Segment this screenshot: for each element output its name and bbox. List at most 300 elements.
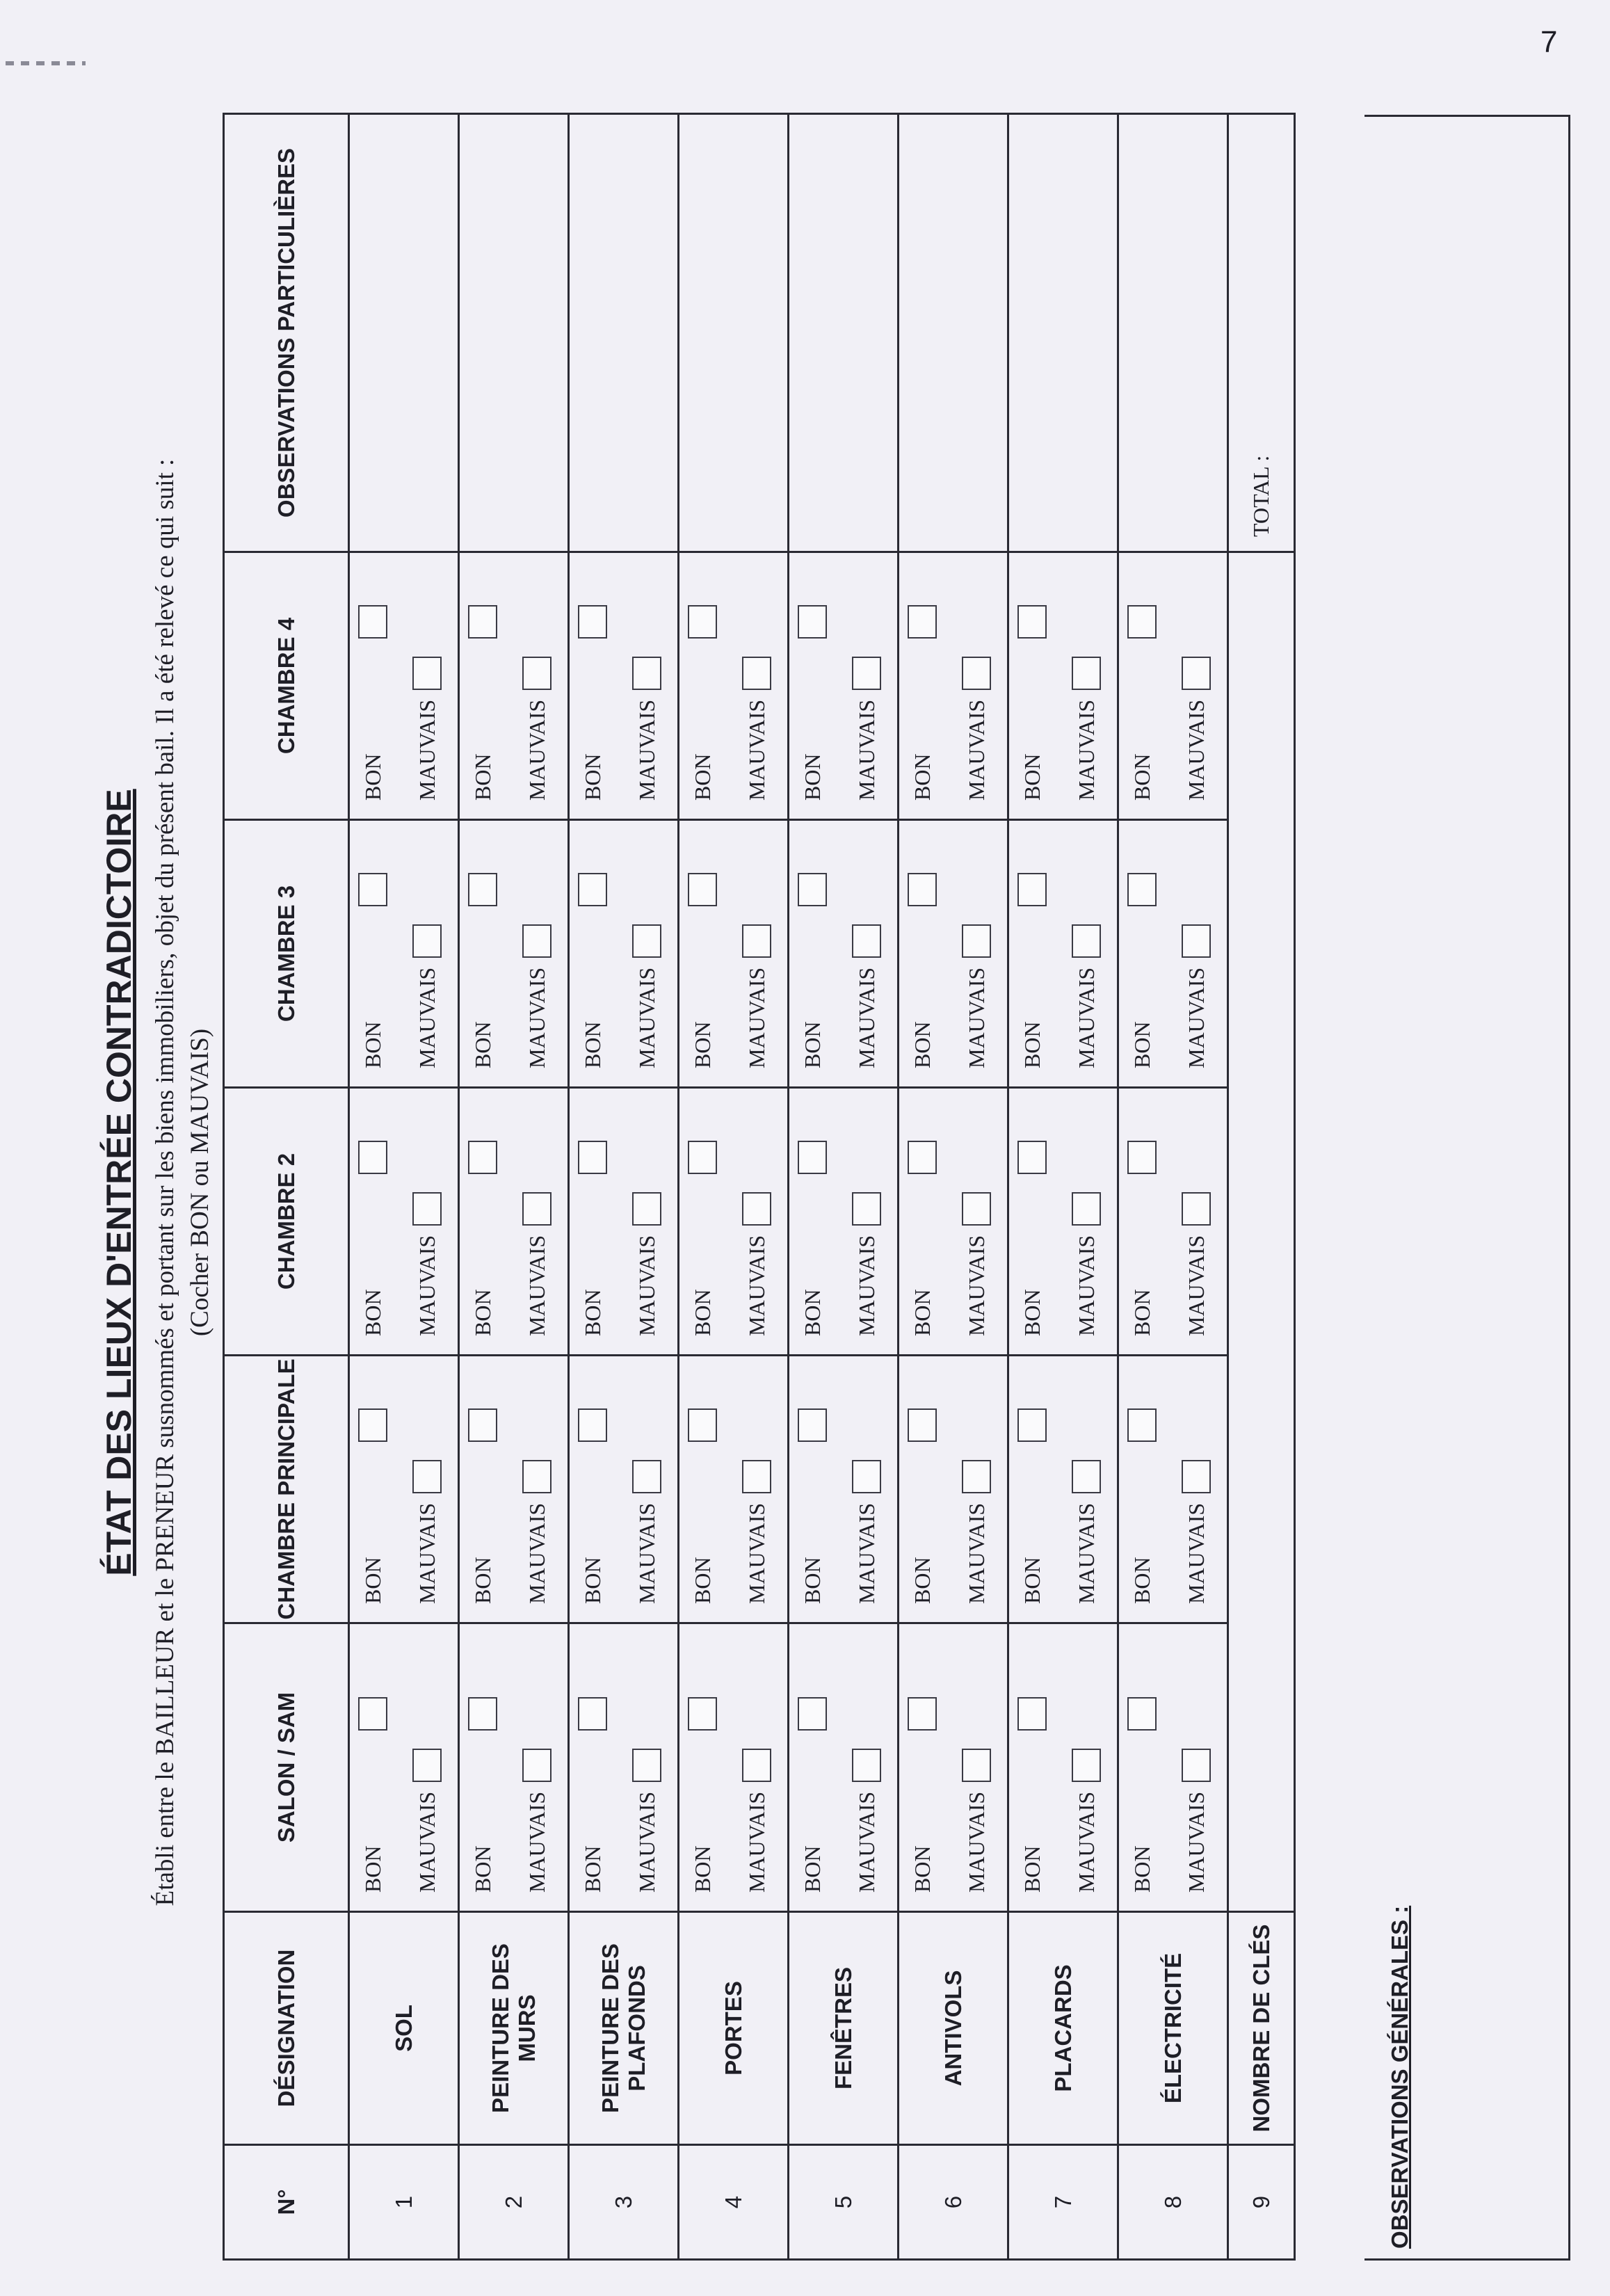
intro-text: Établi entre le BAILLEUR et le PRENEUR susnommés et portant sur les biens immobiliers, objet du présent bail. Il a été relevé ce qui suit : — [151, 458, 179, 1906]
mauvais-label: MAUVAIS — [853, 1502, 879, 1604]
mauvais-checkbox[interactable] — [412, 1460, 442, 1493]
mauvais-label: MAUVAIS — [963, 699, 989, 801]
chambre-principale-status-cell — [569, 1356, 679, 1623]
bon-checkbox[interactable] — [1127, 605, 1157, 639]
observations-generales-label: OBSERVATIONS GÉNÉRALES : — [1387, 1905, 1412, 2249]
mauvais-checkbox[interactable] — [632, 1749, 661, 1782]
table-row — [679, 114, 789, 2260]
mauvais-checkbox[interactable] — [522, 657, 552, 690]
bon-option — [1127, 605, 1157, 801]
mauvais-option — [1182, 924, 1211, 1068]
mauvais-checkbox[interactable] — [632, 657, 661, 690]
mauvais-option — [632, 657, 661, 801]
bon-label: BON — [579, 1557, 605, 1604]
chambre-3-status-cell — [679, 820, 789, 1088]
bon-option — [578, 873, 607, 1068]
chambre-principale-status-cell — [459, 1356, 569, 1623]
bon-option — [468, 1697, 497, 1893]
observations-cell[interactable] — [789, 114, 899, 552]
bon-checkbox[interactable] — [358, 1697, 387, 1731]
bon-checkbox[interactable] — [798, 1141, 827, 1174]
bon-option — [468, 873, 497, 1068]
header-designation: DÉSIGNATION — [224, 1912, 349, 2145]
bon-label: BON — [1019, 1845, 1045, 1893]
bon-checkbox[interactable] — [358, 1141, 387, 1174]
bon-option — [798, 1141, 827, 1336]
chambre-4-status-cell — [569, 552, 679, 820]
bon-option — [1127, 1408, 1157, 1604]
bon-option — [1127, 873, 1157, 1068]
chambre-principale-status-cell — [349, 1356, 459, 1623]
bon-label: BON — [469, 753, 495, 801]
mauvais-label: MAUVAIS — [414, 1791, 440, 1893]
mauvais-label: MAUVAIS — [963, 1502, 989, 1604]
bon-option — [908, 1408, 937, 1604]
mauvais-label: MAUVAIS — [963, 967, 989, 1068]
bon-label: BON — [1129, 1021, 1154, 1068]
mauvais-option — [632, 1460, 661, 1604]
bon-checkbox[interactable] — [908, 1408, 937, 1442]
table-header-row — [224, 114, 349, 2260]
observations-generales-area[interactable] — [1365, 115, 1570, 2261]
bon-checkbox[interactable] — [578, 1408, 607, 1442]
page-number: 7 — [1540, 25, 1558, 59]
header-observations: OBSERVATIONS PARTICULIÈRES — [224, 114, 349, 552]
bon-checkbox[interactable] — [688, 1697, 717, 1731]
mauvais-checkbox[interactable] — [412, 1749, 442, 1782]
bon-checkbox[interactable] — [798, 1697, 827, 1731]
bon-checkbox[interactable] — [358, 605, 387, 639]
chambre-4-status-cell — [789, 552, 899, 820]
header-chambre-4: CHAMBRE 4 — [224, 552, 349, 820]
mauvais-option — [852, 1749, 881, 1893]
mauvais-checkbox[interactable] — [1072, 1749, 1101, 1782]
row-number: 6 — [899, 2145, 1008, 2260]
bon-checkbox[interactable] — [908, 605, 937, 639]
mauvais-label: MAUVAIS — [853, 967, 879, 1068]
mauvais-checkbox[interactable] — [852, 1460, 881, 1493]
mauvais-option — [522, 924, 552, 1068]
mauvais-option — [632, 1192, 661, 1336]
bon-checkbox[interactable] — [798, 605, 827, 639]
mauvais-checkbox[interactable] — [1072, 1460, 1101, 1493]
bon-label: BON — [909, 1289, 935, 1336]
bon-label: BON — [360, 1845, 385, 1893]
table-row — [459, 114, 569, 2260]
mauvais-checkbox[interactable] — [742, 1192, 771, 1226]
bon-option — [908, 1141, 937, 1336]
bon-option — [358, 1697, 387, 1893]
row-number: 5 — [789, 2145, 899, 2260]
bon-checkbox[interactable] — [578, 605, 607, 639]
salon-status-cell — [569, 1623, 679, 1912]
bon-checkbox[interactable] — [1127, 873, 1157, 906]
mauvais-checkbox[interactable] — [962, 924, 991, 958]
mauvais-checkbox[interactable] — [962, 1460, 991, 1493]
bon-label: BON — [469, 1557, 495, 1604]
chambre-principale-status-cell — [789, 1356, 899, 1623]
mauvais-label: MAUVAIS — [1183, 699, 1209, 801]
bon-option — [688, 873, 717, 1068]
mauvais-label: MAUVAIS — [524, 1235, 549, 1336]
bon-label: BON — [909, 1845, 935, 1893]
bon-label: BON — [909, 1557, 935, 1604]
row-designation: ANTIVOLS — [899, 1912, 1008, 2145]
observations-cell[interactable] — [1118, 114, 1228, 552]
chambre-3-status-cell — [899, 820, 1008, 1088]
row-number: 1 — [349, 2145, 459, 2260]
bon-label: BON — [799, 1557, 825, 1604]
mauvais-label: MAUVAIS — [743, 1502, 769, 1604]
bon-checkbox[interactable] — [1017, 605, 1047, 639]
bon-option — [358, 605, 387, 801]
mauvais-option — [962, 1749, 991, 1893]
table-row — [1118, 114, 1228, 2260]
bon-label: BON — [689, 753, 715, 801]
mauvais-checkbox[interactable] — [1072, 1192, 1101, 1226]
chambre-2-status-cell — [569, 1088, 679, 1356]
mauvais-label: MAUVAIS — [524, 1502, 549, 1604]
mauvais-label: MAUVAIS — [1073, 699, 1099, 801]
row-number: 7 — [1008, 2145, 1118, 2260]
mauvais-label: MAUVAIS — [634, 1791, 659, 1893]
mauvais-label: MAUVAIS — [1183, 967, 1209, 1068]
chambre-4-status-cell — [899, 552, 1008, 820]
bon-label: BON — [360, 1021, 385, 1068]
mauvais-option — [1182, 657, 1211, 801]
chambre-principale-status-cell — [899, 1356, 1008, 1623]
bon-label: BON — [360, 1557, 385, 1604]
bon-checkbox[interactable] — [1017, 1697, 1047, 1731]
bon-checkbox[interactable] — [688, 873, 717, 906]
mauvais-checkbox[interactable] — [522, 1460, 552, 1493]
mauvais-option — [1182, 1192, 1211, 1336]
mauvais-checkbox[interactable] — [412, 924, 442, 958]
row-designation: SOL — [349, 1912, 459, 2145]
mauvais-checkbox[interactable] — [852, 1749, 881, 1782]
bon-label: BON — [799, 1021, 825, 1068]
mauvais-option — [742, 657, 771, 801]
mauvais-label: MAUVAIS — [853, 699, 879, 801]
mauvais-checkbox[interactable] — [742, 924, 771, 958]
bon-checkbox[interactable] — [1017, 1141, 1047, 1174]
mauvais-checkbox[interactable] — [1182, 1749, 1211, 1782]
keys-count-cell[interactable] — [1228, 552, 1295, 1912]
bon-option — [1127, 1697, 1157, 1893]
bon-label: BON — [1019, 753, 1045, 801]
mauvais-checkbox[interactable] — [412, 1192, 442, 1226]
mauvais-label: MAUVAIS — [414, 1502, 440, 1604]
mauvais-label: MAUVAIS — [743, 1791, 769, 1893]
mauvais-checkbox[interactable] — [742, 657, 771, 690]
mauvais-option — [962, 1192, 991, 1336]
mauvais-checkbox[interactable] — [742, 1460, 771, 1493]
inspection-table — [223, 113, 1296, 2261]
mauvais-label: MAUVAIS — [963, 1791, 989, 1893]
mauvais-option — [1072, 924, 1101, 1068]
chambre-2-status-cell — [459, 1088, 569, 1356]
bon-option — [578, 1141, 607, 1336]
mauvais-checkbox[interactable] — [742, 1749, 771, 1782]
keys-row — [1228, 114, 1295, 2260]
chambre-2-status-cell — [1008, 1088, 1118, 1356]
table-row — [789, 114, 899, 2260]
mauvais-option — [632, 924, 661, 1068]
bon-checkbox[interactable] — [688, 1141, 717, 1174]
mauvais-label: MAUVAIS — [634, 699, 659, 801]
bon-checkbox[interactable] — [468, 1697, 497, 1731]
bon-option — [908, 1697, 937, 1893]
bon-label: BON — [909, 753, 935, 801]
bon-checkbox[interactable] — [798, 873, 827, 906]
bon-option — [688, 605, 717, 801]
mauvais-label: MAUVAIS — [1183, 1502, 1209, 1604]
mauvais-checkbox[interactable] — [522, 924, 552, 958]
bon-option — [358, 1408, 387, 1604]
bon-option — [1017, 873, 1047, 1068]
mauvais-checkbox[interactable] — [632, 1460, 661, 1493]
mauvais-label: MAUVAIS — [853, 1235, 879, 1336]
salon-status-cell — [679, 1623, 789, 1912]
bon-label: BON — [799, 1845, 825, 1893]
row-designation: FENÊTRES — [789, 1912, 899, 2145]
mauvais-checkbox[interactable] — [632, 1192, 661, 1226]
bon-label: BON — [1129, 1845, 1154, 1893]
mauvais-label: MAUVAIS — [743, 1235, 769, 1336]
bon-label: BON — [579, 1289, 605, 1336]
bon-label: BON — [909, 1021, 935, 1068]
chambre-4-status-cell — [679, 552, 789, 820]
mauvais-option — [852, 1192, 881, 1336]
mauvais-option — [962, 924, 991, 1068]
bon-checkbox[interactable] — [468, 605, 497, 639]
mauvais-option — [412, 1192, 442, 1336]
mauvais-option — [412, 1460, 442, 1604]
mauvais-checkbox[interactable] — [1072, 924, 1101, 958]
mauvais-label: MAUVAIS — [524, 699, 549, 801]
mauvais-label: MAUVAIS — [1073, 1502, 1099, 1604]
mauvais-label: MAUVAIS — [743, 967, 769, 1068]
bon-checkbox[interactable] — [358, 873, 387, 906]
header-chambre-2: CHAMBRE 2 — [224, 1088, 349, 1356]
mauvais-option — [1072, 1749, 1101, 1893]
bon-option — [798, 1697, 827, 1893]
bon-option — [578, 605, 607, 801]
header-chambre-3: CHAMBRE 3 — [224, 820, 349, 1088]
table-body — [349, 114, 1295, 2260]
mauvais-checkbox[interactable] — [632, 924, 661, 958]
row-designation: PORTES — [679, 1912, 789, 2145]
chambre-2-status-cell — [789, 1088, 899, 1356]
table-row — [569, 114, 679, 2260]
bon-checkbox[interactable] — [908, 1697, 937, 1731]
row-designation: PEINTURE DES PLAFONDS — [569, 1912, 679, 2145]
mauvais-checkbox[interactable] — [1182, 1460, 1211, 1493]
mauvais-label: MAUVAIS — [414, 1235, 440, 1336]
bon-checkbox[interactable] — [578, 1141, 607, 1174]
mauvais-checkbox[interactable] — [962, 1192, 991, 1226]
bon-checkbox[interactable] — [468, 1141, 497, 1174]
bon-label: BON — [799, 753, 825, 801]
salon-status-cell — [349, 1623, 459, 1912]
mauvais-checkbox[interactable] — [412, 657, 442, 690]
bon-option — [358, 873, 387, 1068]
bon-checkbox[interactable] — [358, 1408, 387, 1442]
mauvais-checkbox[interactable] — [962, 657, 991, 690]
bon-option — [688, 1697, 717, 1893]
mauvais-checkbox[interactable] — [1182, 924, 1211, 958]
bon-option — [688, 1408, 717, 1604]
mauvais-label: MAUVAIS — [414, 967, 440, 1068]
mauvais-label: MAUVAIS — [743, 699, 769, 801]
bon-checkbox[interactable] — [1127, 1697, 1157, 1731]
mauvais-checkbox[interactable] — [852, 657, 881, 690]
bon-option — [688, 1141, 717, 1336]
mauvais-option — [852, 657, 881, 801]
bon-checkbox[interactable] — [1017, 1408, 1047, 1442]
chambre-principale-status-cell — [1008, 1356, 1118, 1623]
keys-total-label: TOTAL : — [1228, 114, 1295, 552]
bon-label: BON — [469, 1845, 495, 1893]
bon-checkbox[interactable] — [688, 605, 717, 639]
bon-checkbox[interactable] — [578, 873, 607, 906]
mauvais-label: MAUVAIS — [1073, 1235, 1099, 1336]
mauvais-checkbox[interactable] — [522, 1749, 552, 1782]
mauvais-option — [852, 924, 881, 1068]
header-num: N° — [224, 2145, 349, 2260]
salon-status-cell — [899, 1623, 1008, 1912]
row-number: 2 — [459, 2145, 569, 2260]
row-designation: PEINTURE DES MURS — [459, 1912, 569, 2145]
salon-status-cell — [789, 1623, 899, 1912]
chambre-4-status-cell — [459, 552, 569, 820]
observations-cell[interactable] — [569, 114, 679, 552]
bon-option — [578, 1697, 607, 1893]
mauvais-checkbox[interactable] — [962, 1749, 991, 1782]
bon-option — [1017, 1141, 1047, 1336]
bon-label: BON — [469, 1021, 495, 1068]
chambre-3-status-cell — [349, 820, 459, 1088]
mauvais-option — [962, 1460, 991, 1604]
chambre-3-status-cell — [459, 820, 569, 1088]
salon-status-cell — [1008, 1623, 1118, 1912]
mauvais-option — [1072, 1192, 1101, 1336]
header-chambre-principale: CHAMBRE PRINCIPALE — [224, 1356, 349, 1623]
bon-option — [358, 1141, 387, 1336]
bon-label: BON — [689, 1021, 715, 1068]
bon-checkbox[interactable] — [798, 1408, 827, 1442]
bon-label: BON — [689, 1845, 715, 1893]
table-row — [1008, 114, 1118, 2260]
bon-checkbox[interactable] — [468, 873, 497, 906]
bon-label: BON — [689, 1289, 715, 1336]
mauvais-checkbox[interactable] — [522, 1192, 552, 1226]
document-title: ÉTAT DES LIEUX D'ENTRÉE CONTRADICTOIRE — [99, 789, 138, 1576]
chambre-3-status-cell — [789, 820, 899, 1088]
instruction-text: (Cocher BON ou MAUVAIS) — [186, 1028, 214, 1337]
salon-status-cell — [459, 1623, 569, 1912]
observations-cell[interactable] — [679, 114, 789, 552]
mauvais-label: MAUVAIS — [414, 699, 440, 801]
bon-checkbox[interactable] — [908, 873, 937, 906]
mauvais-option — [522, 657, 552, 801]
chambre-3-status-cell — [569, 820, 679, 1088]
mauvais-option — [1072, 1460, 1101, 1604]
bon-checkbox[interactable] — [1127, 1141, 1157, 1174]
bon-option — [908, 873, 937, 1068]
keys-row-number: 9 — [1228, 2145, 1295, 2260]
table-row — [899, 114, 1008, 2260]
mauvais-option — [742, 1749, 771, 1893]
observations-cell[interactable] — [349, 114, 459, 552]
mauvais-label: MAUVAIS — [1073, 1791, 1099, 1893]
mauvais-label: MAUVAIS — [1183, 1791, 1209, 1893]
bon-checkbox[interactable] — [1127, 1408, 1157, 1442]
mauvais-option — [522, 1460, 552, 1604]
mauvais-checkbox[interactable] — [852, 1192, 881, 1226]
mauvais-checkbox[interactable] — [1182, 657, 1211, 690]
bon-option — [798, 605, 827, 801]
bon-option — [1127, 1141, 1157, 1336]
mauvais-checkbox[interactable] — [1072, 657, 1101, 690]
chambre-3-status-cell — [1118, 820, 1228, 1088]
chambre-principale-status-cell — [1118, 1356, 1228, 1623]
bon-label: BON — [1019, 1021, 1045, 1068]
bon-option — [578, 1408, 607, 1604]
observations-cell[interactable] — [459, 114, 569, 552]
bon-label: BON — [689, 1557, 715, 1604]
bon-option — [1017, 1408, 1047, 1604]
row-designation: ÉLECTRICITÉ — [1118, 1912, 1228, 2145]
mauvais-option — [742, 1192, 771, 1336]
mauvais-label: MAUVAIS — [963, 1235, 989, 1336]
bon-checkbox[interactable] — [468, 1408, 497, 1442]
salon-status-cell — [1118, 1623, 1228, 1912]
chambre-2-status-cell — [349, 1088, 459, 1356]
mauvais-option — [742, 924, 771, 1068]
mauvais-option — [412, 657, 442, 801]
observations-cell[interactable] — [899, 114, 1008, 552]
bon-label: BON — [579, 1845, 605, 1893]
mauvais-checkbox[interactable] — [852, 924, 881, 958]
mauvais-option — [412, 924, 442, 1068]
mauvais-option — [1182, 1749, 1211, 1893]
mauvais-option — [1182, 1460, 1211, 1604]
chambre-4-status-cell — [349, 552, 459, 820]
mauvais-checkbox[interactable] — [1182, 1192, 1211, 1226]
chambre-4-status-cell — [1008, 552, 1118, 820]
bon-option — [798, 873, 827, 1068]
bon-checkbox[interactable] — [908, 1141, 937, 1174]
chambre-principale-status-cell — [679, 1356, 789, 1623]
chambre-4-status-cell — [1118, 552, 1228, 820]
bon-label: BON — [1019, 1289, 1045, 1336]
mauvais-option — [742, 1460, 771, 1604]
bon-label: BON — [579, 753, 605, 801]
bon-checkbox[interactable] — [688, 1408, 717, 1442]
bon-checkbox[interactable] — [1017, 873, 1047, 906]
observations-cell[interactable] — [1008, 114, 1118, 552]
chambre-2-status-cell — [1118, 1088, 1228, 1356]
bon-label: BON — [360, 753, 385, 801]
bon-label: BON — [360, 1289, 385, 1336]
chambre-2-status-cell — [679, 1088, 789, 1356]
bon-label: BON — [799, 1289, 825, 1336]
bon-label: BON — [1129, 753, 1154, 801]
mauvais-option — [632, 1749, 661, 1893]
bon-option — [908, 605, 937, 801]
bon-checkbox[interactable] — [578, 1697, 607, 1731]
